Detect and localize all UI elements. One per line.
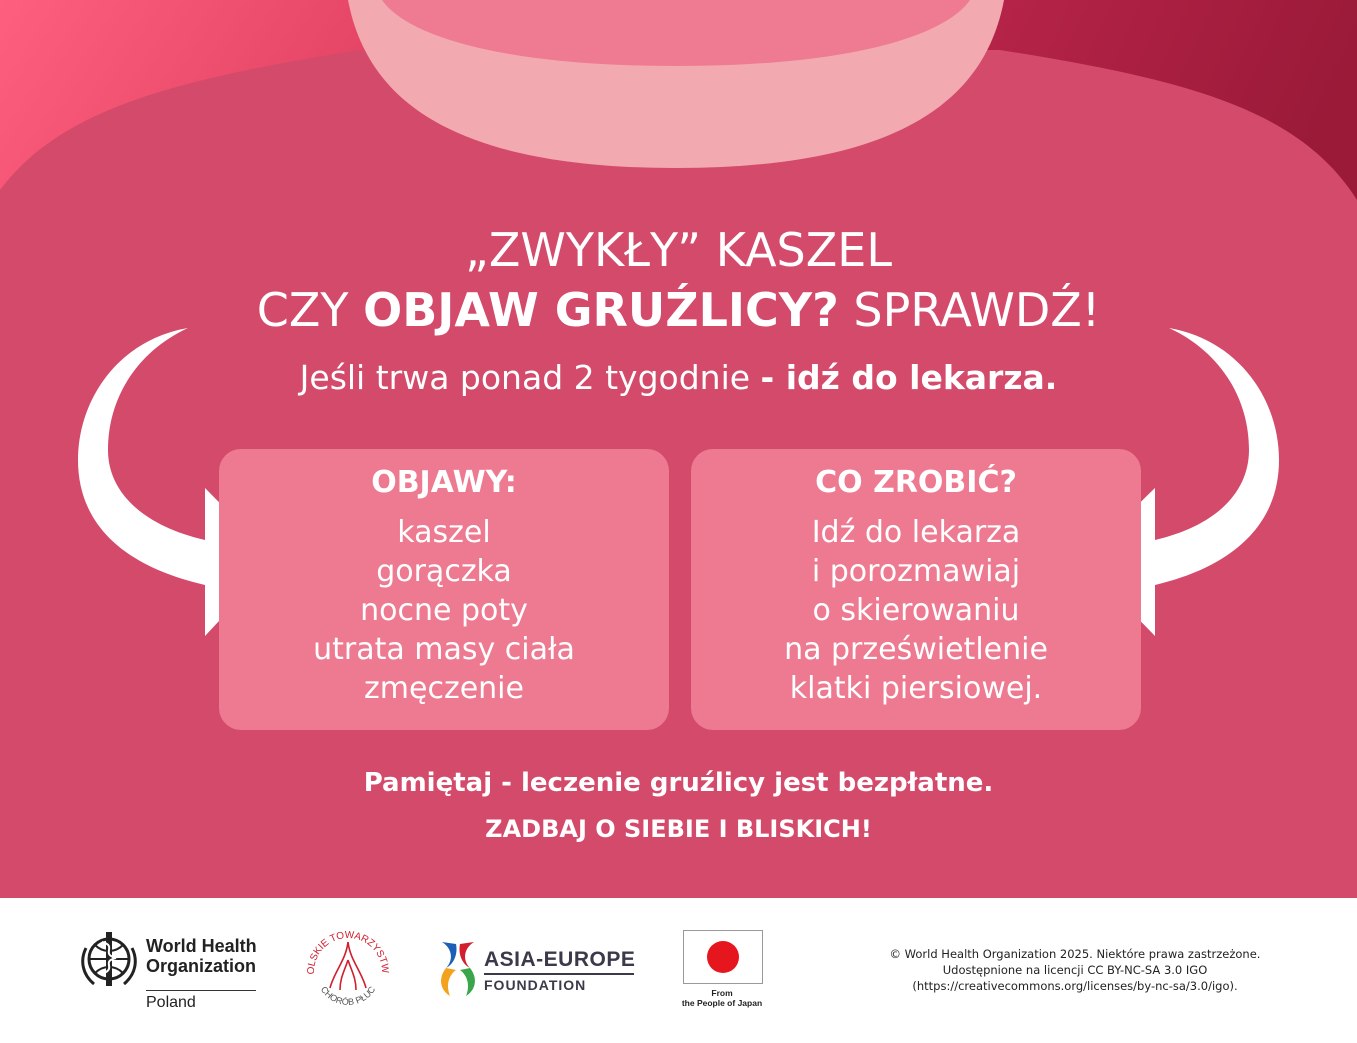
symptom-item: gorączka: [376, 554, 512, 589]
headline-line2-end: SPRAWDŹ!: [838, 283, 1101, 337]
symptoms-box: [219, 449, 669, 730]
who-country: Poland: [146, 994, 196, 1011]
japan-flag-icon: [683, 930, 763, 984]
symptom-item: utrata masy ciała: [313, 632, 575, 667]
headline-line2-start: CZY: [256, 283, 364, 337]
svg-text:CHORÓB PŁUC: [319, 984, 378, 1007]
license-url: (https://creativecommons.org/licenses/by-nc-sa/3.0/igo).: [912, 979, 1238, 993]
subline: [0, 356, 1357, 400]
symptoms-title: OBJAWY:: [371, 465, 517, 500]
action-item: na prześwietlenie: [784, 632, 1048, 667]
ptcp-emblem-icon: [300, 920, 396, 1016]
asef-emblem-icon: [436, 938, 480, 998]
headline-line2-bold: OBJAW GRUŹLICY?: [363, 283, 839, 337]
japan-caption-line: From: [711, 988, 733, 998]
action-item: i porozmawiaj: [811, 554, 1021, 589]
symptom-item: zmęczenie: [364, 671, 524, 706]
actions-title: CO ZROBIĆ?: [815, 465, 1017, 500]
license-line: Udostępnione na licencji CC BY-NC-SA 3.0 IGO: [942, 963, 1208, 977]
ptcp-arc-bottom: CHORÓB PŁUC: [318, 984, 378, 1008]
symptom-item: kaszel: [397, 515, 491, 550]
actions-box: [691, 449, 1141, 730]
remember-text: Pamiętaj - leczenie gruźlicy jest bezpłatne.: [363, 768, 994, 798]
ptcp-arc-top: OLSKIE TOWARZYSTW: [305, 929, 391, 975]
symptom-item: nocne poty: [360, 593, 528, 628]
ptcp-logo: [300, 920, 396, 1016]
who-name-line2: Organization: [146, 956, 257, 976]
asef-logo: [436, 938, 636, 998]
asef-subtitle: FOUNDATION: [484, 977, 587, 993]
symptoms-list: [219, 513, 669, 708]
who-logo: [78, 928, 258, 1018]
who-emblem-icon: [78, 928, 140, 990]
japan-flag-sun: [707, 941, 739, 973]
action-item: o skierowaniu: [812, 593, 1020, 628]
action-item: klatki piersiowej.: [789, 671, 1043, 706]
headline-line2: [0, 282, 1357, 338]
copyright-notice: [860, 946, 1290, 994]
japan-logo: [672, 930, 772, 1014]
subline-bold: - idź do lekarza.: [760, 358, 1058, 397]
headline-line1: „ZWYKŁY” KASZEL: [465, 223, 892, 277]
subline-start: Jeśli trwa ponad 2 tygodnie: [299, 358, 761, 397]
asef-name: ASIA-EUROPE: [484, 948, 636, 971]
japan-caption-line: the People of Japan: [681, 998, 763, 1008]
asef-divider: [484, 973, 634, 975]
action-item: Idź do lekarza: [811, 515, 1021, 550]
care-text: ZADBAJ O SIEBIE I BLISKICH!: [485, 815, 872, 843]
japan-caption: [672, 988, 772, 1008]
footer: [0, 898, 1357, 1043]
actions-list: [691, 513, 1141, 708]
who-name-line1: World Health: [146, 936, 257, 956]
who-divider: [146, 990, 256, 991]
copyright-line: © World Health Organization 2025. Niektóre prawa zastrzeżone.: [889, 947, 1261, 961]
